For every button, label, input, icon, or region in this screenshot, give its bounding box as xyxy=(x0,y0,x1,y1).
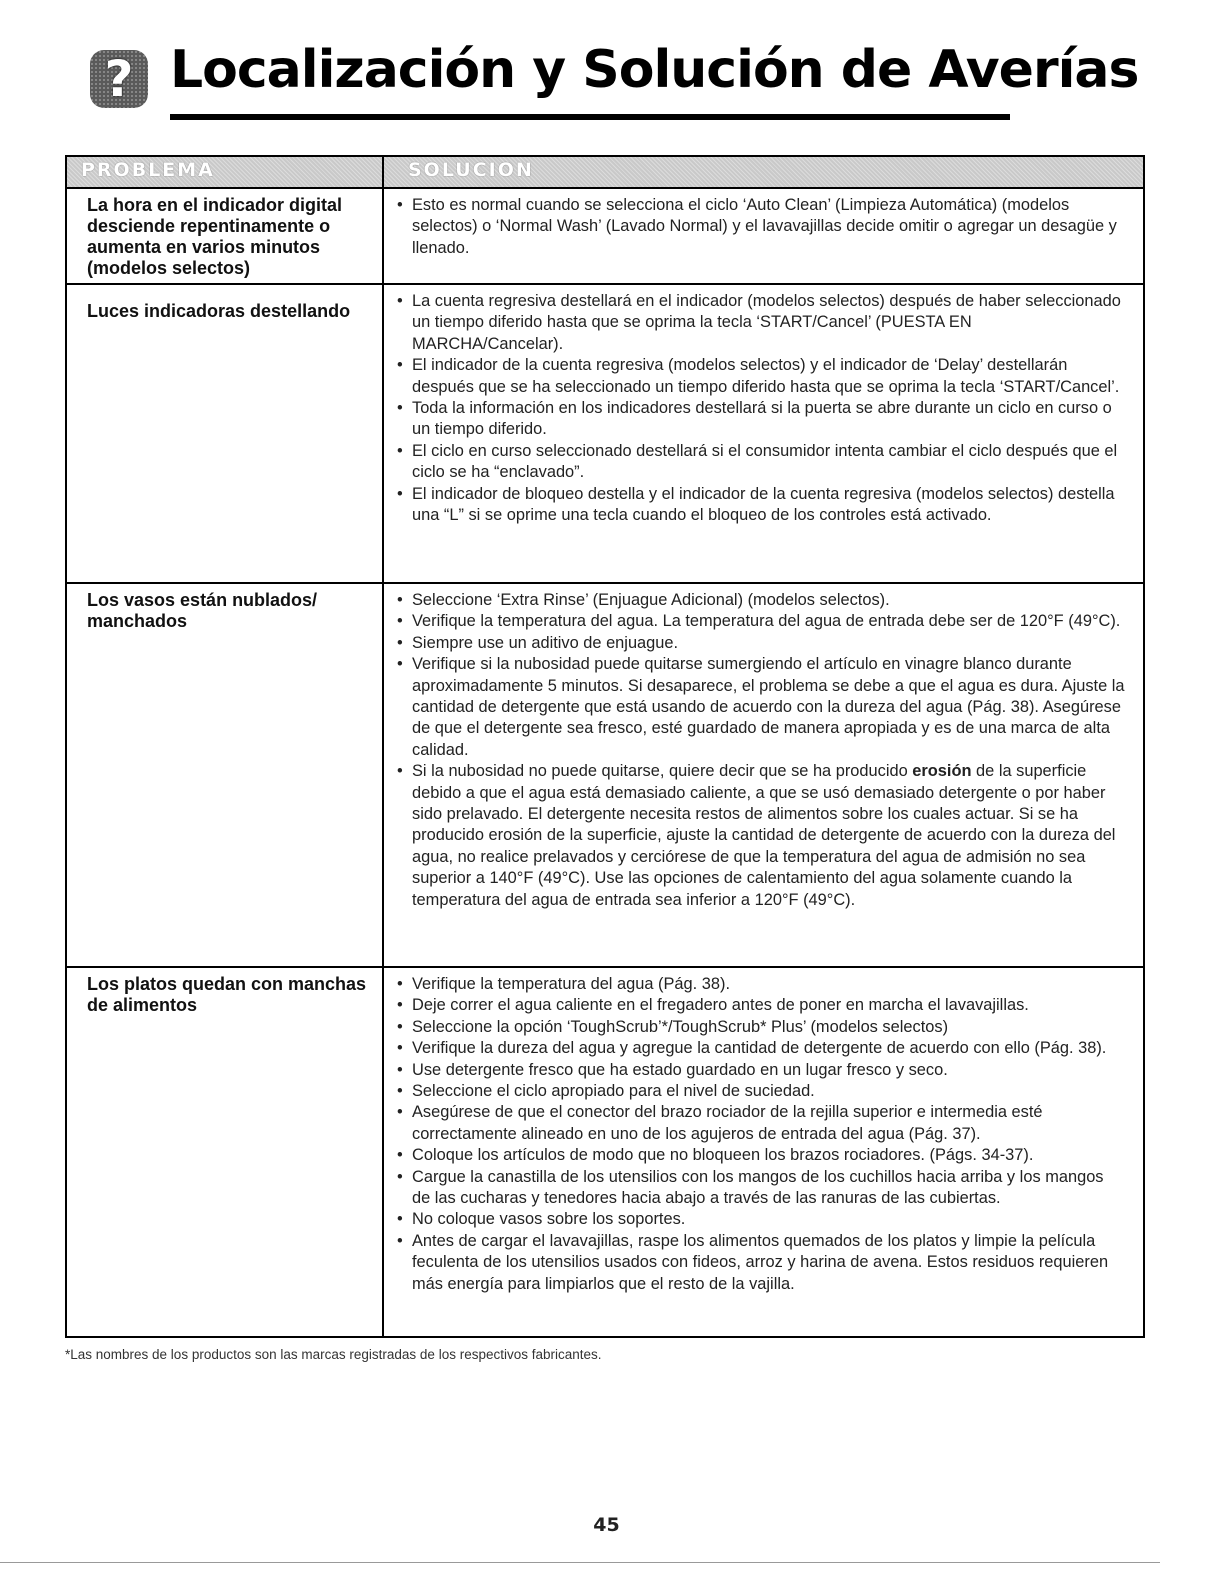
problem-cell: Luces indicadoras destellando xyxy=(67,285,384,582)
bottom-rule xyxy=(0,1562,1160,1563)
solution-item: • Verifique la temperatura del agua. La temperatura del agua de entrada debe ser de 120°F (49°C). xyxy=(392,611,1125,632)
solution-item: • Use detergente fresco que ha estado guardado en un lugar fresco y seco. xyxy=(392,1060,1125,1081)
solution-item: • No coloque vasos sobre los soportes. xyxy=(392,1209,1125,1230)
solution-cell xyxy=(384,189,1143,259)
solution-item: • Coloque los artículos de modo que no bloqueen los brazos rociadores. (Págs. 34-37). xyxy=(392,1145,1125,1166)
question-mark-glyph: ? xyxy=(104,50,134,108)
problem-cell: La hora en el indicador digital desciende repentinamente o aumenta en varios minutos (modelos selectos) xyxy=(67,189,384,283)
solution-item-erosion xyxy=(392,761,1125,911)
solution-item: • El indicador de la cuenta regresiva (modelos selectos) y el indicador de ‘Delay’ destellarán después que se ha seleccionado un tiempo diferido hasta que se oprima la tecla ‘START/Cancel’. xyxy=(392,355,1125,398)
table-row xyxy=(67,187,1143,283)
solution-item: • La cuenta regresiva destellará en el indicador (modelos selectos) después de haber seleccionado un tiempo diferido hasta que se oprima la tecla ‘START/Cancel’ (PUESTA EN MARCHA/Cancelar). xyxy=(392,291,1125,355)
solution-item: • Asegúrese de que el conector del brazo rociador de la rejilla superior e intermedia esté correctamente alineado en uno de los agujeros de entrada del agua (Pág. 37). xyxy=(392,1102,1125,1145)
solution-item: • Verifique si la nubosidad puede quitarse sumergiendo el artículo en vinagre blanco durante aproximadamente 5 minutos. Si desaparece, el problema se debe a que el agua es dura. Ajuste la cantidad de detergente que está usando de acuerdo con la dureza del agua (Pág. 38). Asegúrese de que el detergente sea fresco, esté guardado de manera apropiada y es de una marca de alta calidad. xyxy=(392,654,1125,761)
solution-cell xyxy=(384,584,1143,911)
erosion-bold-term: erosión xyxy=(912,762,972,781)
title-underline xyxy=(170,114,1010,120)
solution-item: • Cargue la canastilla de los utensilios con los mangos de los cuchillos hacia arriba y los mangos de las cucharas y tenedores hacia abajo a través de las ranuras de las cubiertas. xyxy=(392,1167,1125,1210)
column-header-solution: SOLUCION xyxy=(384,157,1143,187)
page-number: 45 xyxy=(593,1514,620,1536)
solution-cell xyxy=(384,968,1143,1295)
question-mark-icon xyxy=(90,50,148,108)
page-title: Localización y Solución de Averías xyxy=(170,40,1139,100)
erosion-text-before: Si la nubosidad no puede quitarse, quiere decir que se ha producido xyxy=(412,762,913,781)
table-row xyxy=(67,582,1143,966)
solution-item: • Esto es normal cuando se selecciona el ciclo ‘Auto Clean’ (Limpieza Automática) (modelos selectos) o ‘Normal Wash’ (Lavado Normal) y el lavavajillas decide omitir o agregar un desagüe y llenado. xyxy=(392,195,1125,259)
problem-cell: Los platos quedan con manchas de alimentos xyxy=(67,968,384,1336)
solution-item: • El ciclo en curso seleccionado destellará si el consumidor intenta cambiar el ciclo después que el ciclo se ha “enclavado”. xyxy=(392,441,1125,484)
solution-item: • El indicador de bloqueo destella y el indicador de la cuenta regresiva (modelos selectos) destella una “L” si se oprime una tecla cuando el bloqueo de los controles está activado. xyxy=(392,484,1125,527)
solution-item: • Deje correr el agua caliente en el fregadero antes de poner en marcha el lavavajillas. xyxy=(392,995,1125,1016)
troubleshooting-table xyxy=(65,155,1145,1338)
solution-item: • Seleccione la opción ‘ToughScrub’*/ToughScrub* Plus’ (modelos selectos) xyxy=(392,1017,1125,1038)
table-row xyxy=(67,283,1143,582)
solution-item: • Seleccione el ciclo apropiado para el nivel de suciedad. xyxy=(392,1081,1125,1102)
solution-item: • Siempre use un aditivo de enjuague. xyxy=(392,633,1125,654)
footnote: *Las nombres de los productos son las marcas registradas de los respectivos fabricantes. xyxy=(65,1347,602,1362)
table-row xyxy=(67,966,1143,1336)
solution-cell xyxy=(384,285,1143,526)
solution-item: • Seleccione ‘Extra Rinse’ (Enjuague Adicional) (modelos selectos). xyxy=(392,590,1125,611)
solution-item: • Verifique la dureza del agua y agregue la cantidad de detergente de acuerdo con ello (Pág. 38). xyxy=(392,1038,1125,1059)
solution-item: • Toda la información en los indicadores destellará si la puerta se abre durante un ciclo en curso o un tiempo diferido. xyxy=(392,398,1125,441)
solution-item: • Verifique la temperatura del agua (Pág. 38). xyxy=(392,974,1125,995)
problem-cell: Los vasos están nublados/ manchados xyxy=(67,584,384,966)
column-header-problem: PROBLEMA xyxy=(67,157,384,187)
solution-item: • Antes de cargar el lavavajillas, raspe los alimentos quemados de los platos y limpie la película feculenta de los utensilios usados con fideos, arroz y harina de avena. Estos residuos requieren más energía para limpiarlos que el resto de la vajilla. xyxy=(392,1231,1125,1295)
erosion-text-after: de la superficie debido a que el agua está demasiado caliente, a que se usó demasiado detergente o por haber sido prelavado. El detergente necesita restos de alimentos sobre los cuales actuar. Si se ha producido erosión de la superficie, ajuste la cantidad de detergente de acuerdo con la dureza del agua, no realice prelavados y cerciórese de que la temperatura del agua de admisión no sea superior a 140°F (49°C). Use las opciones de calentamiento del agua solamente cuando la temperatura del agua de entrada sea inferior a 120°F (49°C). xyxy=(412,762,1116,909)
page-header xyxy=(90,40,1139,130)
